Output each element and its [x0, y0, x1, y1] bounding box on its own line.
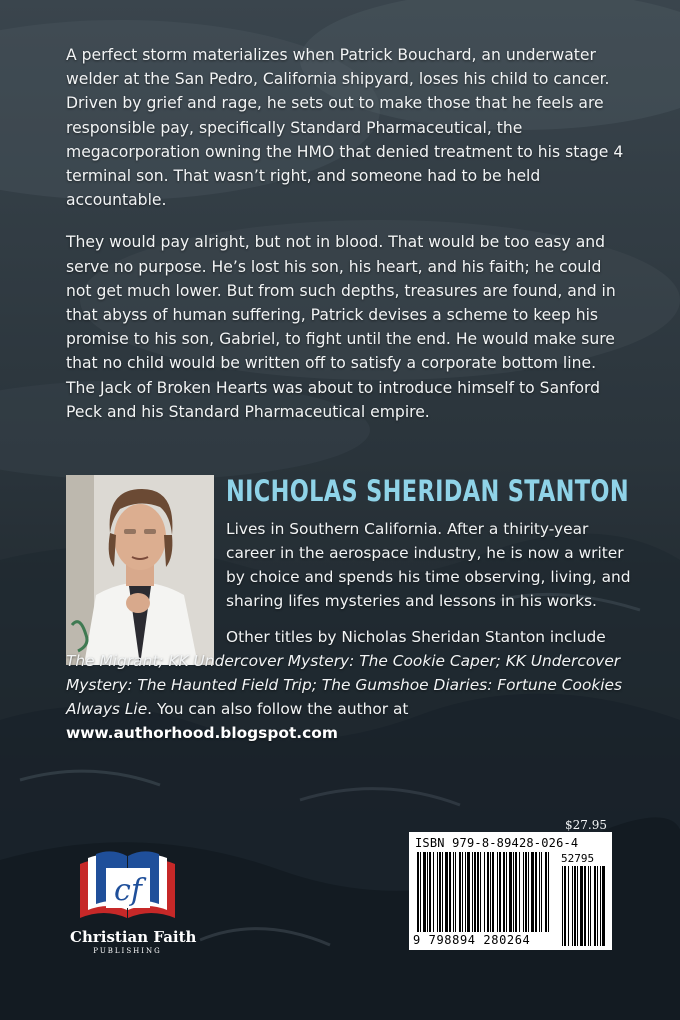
author-website-link[interactable]: www.authorhood.blogspot.com — [66, 724, 338, 742]
barcode-bar — [545, 852, 547, 932]
barcode-bar — [535, 852, 537, 932]
barcode-bar — [487, 852, 489, 932]
follow-text: . You can also follow the author at — [147, 700, 409, 718]
addon-bar — [562, 866, 563, 946]
barcode-bar — [433, 852, 434, 932]
blurb-paragraph-1: A perfect storm materializes when Patrick Bouchard, an underwater welder at the San Pedro, California shipyard, loses his child to cancer. Driven by grief and rage, he sets out to make those that he feels are responsible pay, specifically Standard Pharmaceutical, the megacorporation owning the HMO that denied treatment to his stage 4 terminal son. That wasn’t right, and someone had to be held accountable. — [66, 46, 624, 210]
barcode-bar — [541, 852, 542, 932]
blurb-paragraph-2: They would pay alright, but not in blood. That would be too easy and serve no purpose. He’s lost his son, his heart, and his faith; he could not get much lower. But from such depths, treasures are found, and in that abyss of human suffering, Patrick devises a scheme to keep his promise to his son, Gabriel, to fight until the end. He would make sure that no child would be written off to satisfy a corporate bottom line. The Jack of Broken Hearts was about to introduce himself to Sanford Peck and his Standard Pharmaceutical empire. — [66, 233, 616, 421]
barcode-bar — [515, 852, 517, 932]
addon-bar — [574, 866, 576, 946]
barcode-bar — [453, 852, 454, 932]
barcode-ean-digits: 9 798894 280264 — [413, 933, 531, 947]
barcode-bar — [465, 852, 466, 932]
barcode-bar — [492, 852, 494, 932]
publisher-subtitle: PUBLISHING — [93, 947, 162, 955]
barcode-bar — [437, 852, 438, 932]
publisher-logo — [70, 848, 197, 958]
other-titles — [66, 625, 636, 745]
author-name: NICHOLAS SHERIDAN STANTON — [226, 474, 629, 508]
barcode-bar — [477, 852, 479, 932]
barcode-bar — [455, 852, 456, 932]
barcode-bar — [474, 852, 476, 932]
barcode-bar — [445, 852, 448, 932]
barcode-bar — [420, 852, 421, 932]
addon-bar — [577, 866, 578, 946]
publisher-name: Christian Faith — [70, 928, 197, 946]
book-emblem-icon — [70, 848, 185, 922]
barcode-bar — [423, 852, 426, 932]
barcode-bar — [439, 852, 441, 932]
barcode-bar — [484, 852, 485, 932]
addon-bar — [602, 866, 605, 946]
book-blurb — [66, 43, 628, 442]
price-label: $27.95 — [565, 818, 607, 832]
author-bio: Lives in Southern California. After a thirity-year career in the aerospace industry, he is now a writer by choice and spends his time observing, living, and sharing lifes mysteries and lessons in his works. — [226, 520, 631, 610]
other-titles-list: The Migrant; KK Undercover Mystery: The Cookie Caper; KK Undercover Mystery: The Haunted Field Trip; The Gumshoe Diaries: Fortune Cookies Always Lie — [66, 652, 623, 718]
barcode-bar — [528, 852, 529, 932]
barcode-bar — [472, 852, 473, 932]
barcode-bar — [449, 852, 451, 932]
barcode-bar — [427, 852, 428, 932]
barcode-bar — [462, 852, 463, 932]
barcode-bar — [548, 852, 549, 932]
barcode-bar — [503, 852, 505, 932]
barcode-bar — [497, 852, 498, 932]
other-titles-intro: Other titles by Nicholas Sheridan Stanton include — [226, 628, 606, 646]
logo-monogram: cf — [114, 873, 142, 908]
barcode-bar — [539, 852, 540, 932]
barcode-bar — [467, 852, 470, 932]
barcode-bar — [459, 852, 461, 932]
addon-bar — [594, 866, 596, 946]
addon-bar — [564, 866, 566, 946]
addon-bar — [588, 866, 589, 946]
barcode-bar — [525, 852, 527, 932]
barcode-bar — [429, 852, 431, 932]
barcode-bar — [490, 852, 491, 932]
barcode-bar — [519, 852, 520, 932]
addon-bar — [597, 866, 598, 946]
addon-bar — [584, 866, 586, 946]
isbn-barcode — [409, 832, 612, 950]
addon-bar — [580, 866, 583, 946]
isbn-label: ISBN 979-8-89428-026-4 — [415, 836, 579, 850]
barcode-bar — [480, 852, 481, 932]
addon-bar — [568, 866, 569, 946]
barcode-addon-digits: 52795 — [561, 852, 595, 865]
barcode-bar — [417, 852, 419, 932]
barcode-bar — [513, 852, 514, 932]
addon-bar — [572, 866, 573, 946]
addon-bar — [600, 866, 601, 946]
barcode-bar — [506, 852, 507, 932]
barcode-bar — [531, 852, 534, 932]
barcode-bar — [523, 852, 524, 932]
barcode-bar — [442, 852, 443, 932]
barcode-bar — [499, 852, 501, 932]
barcode-bar — [509, 852, 512, 932]
addon-bar — [590, 866, 591, 946]
